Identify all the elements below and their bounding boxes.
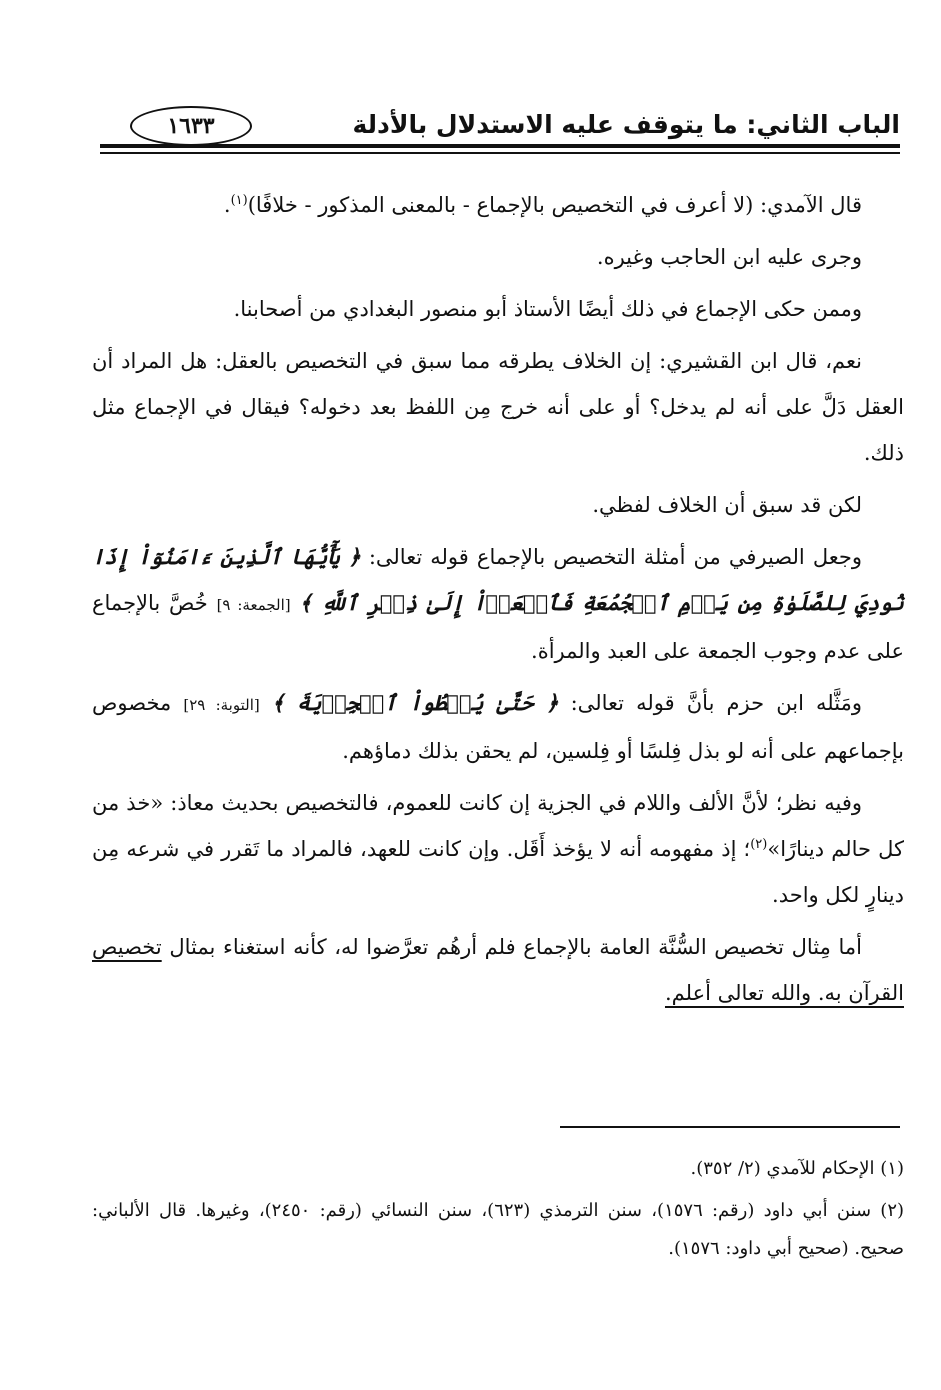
paragraph-9-before: أما مِثال تخصيص السُّنَّة العامة بالإجماع فلم أرهُم تعرَّضوا له، كأنه استغناء بمثال [169,935,862,959]
footnote-separator [560,1126,900,1128]
quran-verse-1: ﴿ يَٰٓأَيُّهَا ٱلَّذِينَ ءَامَنُوٓاْ إِذَا نُودِيَ لِلصَّلَوٰةِ مِن يَوۡمِ ٱلۡجُمُعَةِ فَٱسۡعَوۡاْ إِلَىٰ ذِكۡرِ ٱللَّهِ ﴾ [92,544,904,615]
page-header [100,100,900,162]
footnotes [92,1150,904,1272]
paragraph-5: لكن قد سبق أن الخلاف لفظي. [592,493,862,517]
footnote-2: (٢) سنن أبي داود (رقم: ١٥٧٦)، سنن الترمذي (٦٢٣)، سنن النسائي (رقم: ٢٤٥٠)، وغيرها. قال الألباني: صحيح. (صحيح أبي داود: ١٥٧٦). [92,1200,905,1259]
quran-verse-2: ﴿ حَتَّىٰ يُعۡطُواْ ٱلۡجِزۡيَةَ ﴾ [271,690,559,715]
paragraph-7 [92,680,904,774]
paragraph-1 [92,182,904,228]
footnote-1: (١) الإحكام للآمدي (٢/ ٣٥٢). [690,1158,904,1179]
paragraph-7-before: ومَثَّله ابن حزم بأنَّ قوله تعالى: [570,691,862,715]
body-text [92,182,904,1022]
paragraph-2: وجرى عليه ابن الحاجب وغيره. [596,245,862,269]
paragraph-6-before: وجعل الصيرفي من أمثلة التخصيص بالإجماع قوله تعالى: [368,545,862,569]
chapter-title: الباب الثاني: ما يتوقف عليه الاستدلال بالأدلة [352,110,900,139]
paragraph-3: وممن حكى الإجماع في ذلك أيضًا الأستاذ أبو منصور البغدادي من أصحابنا. [233,297,862,321]
header-rule-thick [100,144,900,148]
paragraph-8-after: ؛ إذ مفهومه أنه لا يؤخذ أَقَل. وإن كانت للعهد، فالمراد ما تَقرر في شرعه مِن دينارٍ لكل واحد. [92,837,904,907]
paragraph-6-after: خُصَّ بالإجماع على عدم وجوب الجمعة على العبد والمرأة. [92,591,904,663]
paragraph-4: نعم، قال ابن القشيري: إن الخلاف يطرقه مما سبق في التخصيص بالعقل: هل المراد أن العقل دَلَّ على أنه لم يدخل؟ أو على أنه خرج مِن اللفظ بعد دخوله؟ فيقال في الإجماع مثل ذلك. [92,349,904,465]
page-number: ١٦٣٣ [130,106,252,146]
paragraph-8 [92,780,904,918]
verse-reference-2: [التوبة: ٢٩] [183,696,260,714]
paragraph-8-before: وفيه نظر؛ لأنَّ الألف واللام في الجزية إن كانت للعموم، فالتخصيص بحديث معاذ: «خذ من كل حالم دينارًا» [92,791,904,861]
paragraph-9 [92,924,904,1016]
paragraph-1-tail: . [223,193,231,217]
header-rule-thin [100,152,900,154]
footnote-ref-2[interactable]: (٢) [750,837,768,852]
paragraph-6 [92,534,904,674]
verse-reference-1: [الجمعة: ٩] [216,596,291,614]
paragraph-1-text: قال الآمدي: (لا أعرف في التخصيص بالإجماع - بالمعنى المذكور - خلافًا) [247,193,862,217]
footnote-ref-1[interactable]: (١) [230,193,248,208]
paragraph-7-after: مخصوص بإجماعهم على أنه لو بذل فِلسًا أو فِلسين، لم يحقن بذلك دماؤهم. [92,691,904,763]
paragraph-9-underlined: تخصيص القرآن به. والله تعالى أعلم. [92,935,904,1005]
